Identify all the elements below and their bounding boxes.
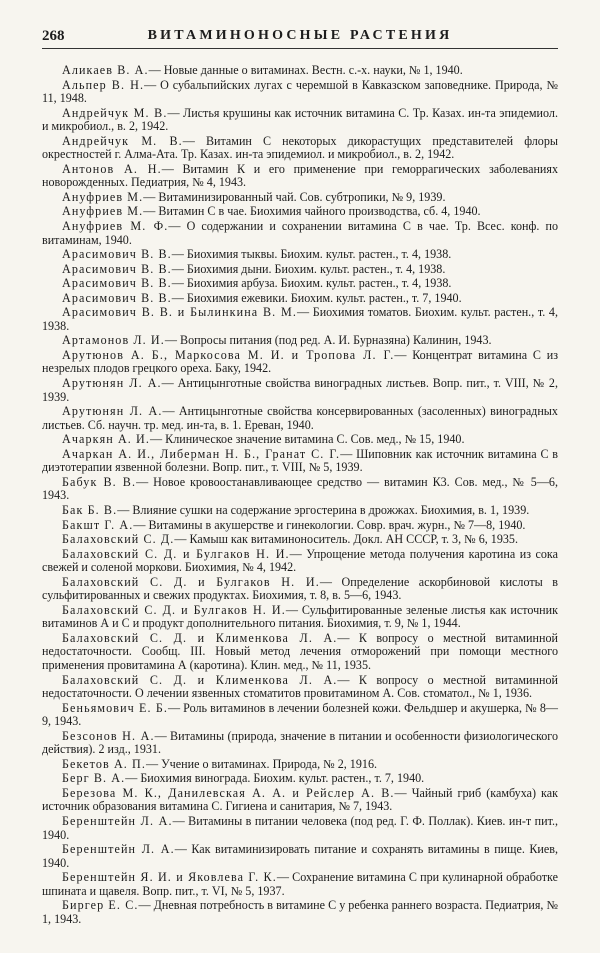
entry-text: — Витаминизированный чай. Сов. субтропики, № 9, 1939. (143, 189, 446, 204)
entry-text: — Новое кровоостанавливающее средство — витамин К3. Сов. мед., № 5—6, 1943. (42, 474, 558, 503)
bibliography-entry (42, 899, 558, 926)
bibliography-entry (42, 405, 558, 432)
entry-text: — Камыш как витаминоноситель. Докл. АН СССР, т. 3, № 6, 1935. (174, 532, 518, 547)
bibliography-entry (42, 632, 558, 673)
entry-author: Балаховский С. Д. и Булгаков Н. И. (62, 546, 290, 561)
entry-author: Балаховский С. Д. (62, 532, 175, 547)
entry-text: — Антицынготные свойства виноградных листьев. Вопр. пит., т. VIII, № 2, 1939. (42, 376, 558, 404)
entry-author: Березова М. К., Данилевская А. А. и Рейслер А. В. (62, 785, 395, 800)
entry-author: Арутюнов А. Б., Маркосова М. И. и Тропова Л. Г. (62, 347, 395, 362)
bibliography-entry (42, 871, 558, 898)
entry-text: — Дневная потребность в витамине С у ребенка раннего возраста. Педиатрия, № 1, 1943. (42, 898, 559, 926)
bibliography-entry (42, 504, 558, 518)
bibliography-entry (42, 79, 558, 106)
bibliography-entry (42, 702, 558, 729)
bibliography-entry (42, 533, 558, 547)
entry-author: Балаховский С. Д. и Клименкова Л. А. (62, 630, 338, 645)
entry-text: — Учение о витаминах. Природа, № 2, 1916. (146, 756, 378, 771)
entry-text: — Новые данные о витаминах. Вестн. с.-х. науки, № 1, 1940. (148, 63, 463, 77)
entry-author: Андрейчук М. В. (62, 105, 168, 120)
bibliography-entry (42, 64, 558, 78)
entry-author: Балаховский С. Д. и Булгаков Н. И. (62, 574, 320, 589)
bibliography-entry (42, 674, 558, 701)
page-number: 268 (42, 28, 65, 44)
bibliography-entry (42, 277, 558, 291)
entry-author: Ануфриев М. (62, 189, 144, 204)
entry-text: — О содержании и сохранении витамина С в чае. Тр. Всес. конф. по витаминам, 1940. (42, 219, 558, 247)
entry-author: Беренштейн Л. А. (62, 813, 173, 828)
entry-text: — Как витаминизировать питание и сохранять витамины в пище. Киев, 1940. (42, 842, 558, 870)
entry-author: Биргер Е. С. (62, 898, 139, 913)
entry-text: — Сохранение витамина С при кулинарной обработке шпината и щавеля. Вопр. пит., т. VI, № 5, 1937. (42, 870, 559, 898)
bibliography-entry (42, 107, 558, 134)
entry-author: Берг В. А. (62, 771, 126, 786)
entry-author: Ачаркян А. И. (62, 432, 151, 447)
entry-text: — Влияние сушки на содержание эргостерина в дрожжах. Биохимия, в. 1, 1939. (117, 502, 530, 517)
bibliography-entry (42, 292, 558, 306)
entry-author: Ануфриев М. Ф. (62, 219, 169, 234)
entry-text: — Биохимия тыквы. Биохим. культ. растен., т. 4, 1938. (171, 247, 452, 262)
entry-text: — Шиповник как источник витамина С в диэтотерапии язвенной болезни. Вопр. пит., т. VIII, № 5, 1939. (42, 446, 559, 475)
bibliography-entry (42, 248, 558, 262)
entry-text: — Биохимия арбуза. Биохим. культ. растен., т. 4, 1938. (171, 276, 452, 291)
entry-text: — Листья крушины как источник витамина С. Тр. Казах. ин-та эпидемиол. и микробиол., в. 2, 1942. (42, 105, 558, 134)
entry-author: Альпер В. Н. (62, 77, 145, 92)
entry-author: Беренштейн Я. И. и Яковлева Г. К. (62, 870, 277, 885)
entry-author: Бекетов А. П. (62, 756, 146, 771)
bibliography-entry (42, 263, 558, 277)
entry-author: Бабук В. В. (62, 474, 137, 489)
entry-text: — Клиническое значение витамина С. Сов. мед., № 15, 1940. (150, 432, 465, 447)
bibliography-entry (42, 163, 558, 190)
entry-text: — К вопросу о местной витаминной недостаточности. Сообщ. III. Новый метод лечения отморожений при помощи местного применения провитамина А (каротина). Клин. мед., № 11, 1935. (42, 630, 558, 672)
entry-author: Бакшт Г. А. (62, 517, 134, 532)
entry-author: Артамонов Л. И. (62, 333, 165, 348)
bibliography-entry (42, 758, 558, 772)
entry-author: Арасимович В. В. (62, 276, 172, 291)
entry-author: Аликаев В. А. (62, 63, 149, 77)
running-head: ВИТАМИНОНОСНЫЕ РАСТЕНИЯ (147, 28, 453, 43)
bibliography-entry (42, 433, 558, 447)
entry-author: Балаховский С. Д. и Булгаков Н. И. (62, 602, 286, 617)
bibliography-entry (42, 476, 558, 503)
bibliography-entry (42, 448, 558, 475)
bibliography-entry (42, 306, 558, 333)
entry-text: — Биохимия ежевики. Биохим. культ. растен., т. 7, 1940. (171, 290, 462, 305)
entry-text: — Сульфитированные зеленые листья как источник витаминов А и С и продукт дополнительного питания. Биохимия, т. 9, № 1, 1944. (42, 602, 558, 631)
entry-text: — Упрощение метода получения каротина из сока свежей и соленой моркови. Биохимия, № 4, 1942. (42, 546, 558, 575)
entry-text: — Вопросы питания (под ред. А. И. Бурназяна) Калинин, 1943. (164, 333, 492, 348)
entry-text: — Витамин С некоторых дикорастущих представителей флоры окрестностей г. Алма-Ата. Тр. Казах. ин-та эпидемиол. и микробиол., в. 2, 1942. (42, 133, 558, 162)
entry-text: — Биохимия винограда. Биохим. культ. растен., т. 7, 1940. (125, 771, 425, 786)
bibliography-entry (42, 604, 558, 631)
bibliography-entry (42, 205, 558, 219)
entry-author: Безсонов Н. А. (62, 728, 155, 743)
entry-author: Арасимович В. В. и Былинкина В. М. (62, 305, 298, 320)
entry-author: Андрейчук М. В. (62, 133, 183, 148)
bibliography-entry (42, 349, 558, 376)
page-header (42, 26, 558, 49)
bibliography-entry (42, 815, 558, 842)
entry-text: — Чайный гриб (камбуха) как источник образования витамина С. Гигиена и санитария, № 7, 1943. (42, 785, 558, 814)
entry-author: Беренштейн Л. А. (62, 842, 175, 857)
entry-text: — Витамин С в чае. Биохимия чайного производства, сб. 4, 1940. (143, 204, 481, 219)
bibliography-entry (42, 843, 558, 870)
entry-text: — Определение аскорбиновой кислоты в сульфитированных и свежих продуктах. Биохимия, т. 8, в. 5—6, 1943. (42, 574, 558, 603)
entry-text: — Концентрат витамина С из незрелых плодов грецкого ореха. Баку, 1942. (42, 347, 558, 376)
entry-text: — Роль витаминов в лечении болезней кожи. Фельдшер и акушерка, № 8—9, 1943. (42, 700, 559, 729)
bibliography-entry (42, 377, 558, 404)
bibliography-entry (42, 548, 558, 575)
entry-author: Арасимович В. В. (62, 290, 172, 305)
bibliography-entry (42, 730, 558, 757)
entry-text: — К вопросу о местной витаминной недостаточности. О лечении язвенных стоматитов провитамином А. Сов. стоматол., № 1, 1936. (42, 672, 558, 701)
entry-author: Арутюнян Л. А. (62, 404, 163, 419)
entry-text: — Антицынготные свойства консервированных (засоленных) виноградных листьев. Сб. научн. тр. мед. ин-та, в. 1. Ереван, 1940. (42, 404, 558, 432)
bibliography-list (42, 64, 558, 927)
entry-text: — Витамины в питании человека (под ред. Г. Ф. Поллак). Киев. ин-т пит., 1940. (42, 813, 558, 842)
bibliography-entry (42, 576, 558, 603)
entry-author: Арасимович В. В. (62, 247, 172, 262)
entry-author: Балаховский С. Д. и Клименкова Л. А. (62, 672, 338, 687)
bibliography-entry (42, 334, 558, 348)
entry-author: Арасимович В. В. (62, 261, 172, 276)
bibliography-entry (42, 191, 558, 205)
entry-author: Антонов А. Н. (62, 161, 162, 176)
entry-author: Арутюнян Л. А. (62, 376, 162, 391)
bibliography-entry (42, 772, 558, 786)
entry-author: Ануфриев М. (62, 204, 144, 219)
entry-text: — Витамины (природа, значение в питании и особенности физиологического действия). 2 изд., 1931. (42, 728, 559, 757)
bibliography-entry (42, 135, 558, 162)
entry-text: — Биохимия томатов. Биохим. культ. растен., т. 4, 1938. (42, 305, 558, 333)
entry-text: — Биохимия дыни. Биохим. культ. растен., т. 4, 1938. (171, 261, 446, 276)
entry-author: Бак Б. В. (62, 502, 118, 517)
bibliography-entry (42, 519, 558, 533)
entry-text: — О субальпийских лугах с черемшой в Кавказском заповеднике. Природа, № 11, 1948. (42, 77, 558, 106)
entry-text: — Витамины в акушерстве и гинекологии. Совр. врач. журн., № 7—8, 1940. (133, 517, 526, 532)
bibliography-entry (42, 787, 558, 814)
bibliography-entry (42, 220, 558, 247)
entry-text: — Витамин К и его применение при геморрагических заболеваниях новорожденных. Педиатрия, № 4, 1943. (42, 161, 559, 190)
entry-author: Ачаркан А. И., Либерман Н. Б., Гранат С. Г. (62, 446, 341, 461)
entry-author: Беньямович Е. Б. (62, 700, 168, 715)
